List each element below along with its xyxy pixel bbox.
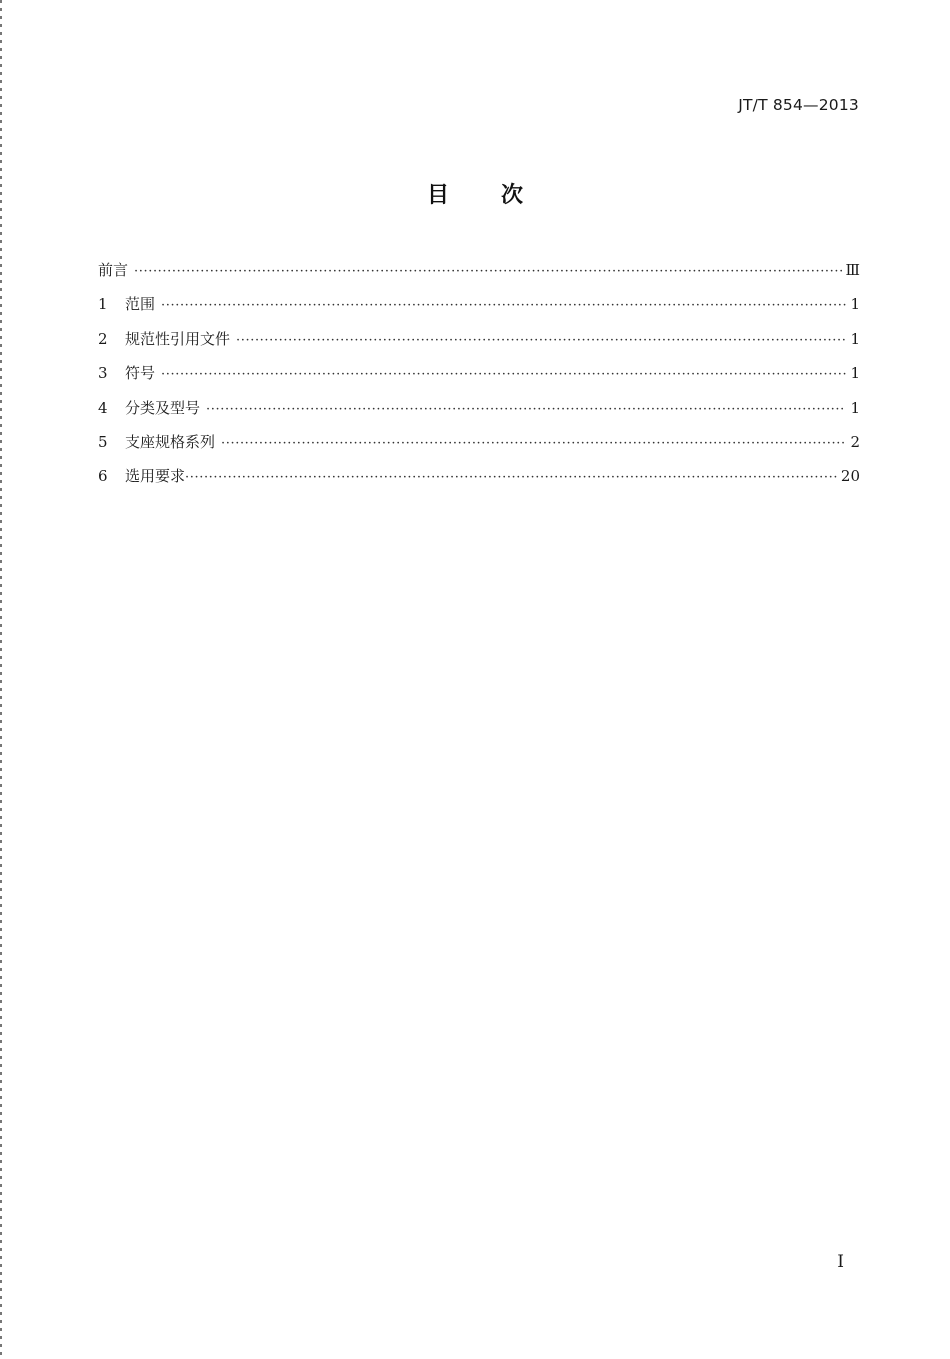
toc-entry-normative-references[interactable] [98, 322, 860, 356]
toc-entry-bearing-series[interactable] [98, 425, 860, 459]
toc-dot-leader [236, 324, 846, 358]
toc-entry-label: 前言 [98, 261, 129, 279]
toc-entry-page: 1 [850, 364, 860, 383]
table-of-contents [98, 253, 860, 494]
toc-entry-page: 2 [850, 432, 860, 451]
toc-entry-label: 符号 [125, 364, 156, 383]
toc-entry-label: 规范性引用文件 [125, 329, 231, 348]
toc-entry-number: 6 [98, 467, 108, 486]
toc-dot-leader [206, 393, 846, 427]
toc-entry-label: 支座规格系列 [125, 432, 216, 451]
toc-entry-number: 4 [98, 398, 108, 417]
toc-entry-classification[interactable] [98, 391, 860, 425]
toc-entry-selection-requirements[interactable] [98, 459, 860, 493]
toc-entry-number: 2 [98, 329, 108, 348]
toc-entry-page: 1 [850, 329, 860, 348]
toc-dot-leader [161, 358, 846, 392]
toc-dot-leader [161, 289, 846, 323]
toc-title-char-1: 目 [426, 183, 449, 208]
toc-title [0, 178, 950, 209]
toc-entry-page: Ⅲ [845, 261, 860, 279]
toc-dot-leader [221, 427, 846, 461]
page-number: I [837, 1252, 844, 1272]
toc-entry-scope[interactable] [98, 287, 860, 321]
toc-entry-number: 1 [98, 295, 108, 314]
toc-entry-label: 选用要求 [125, 467, 186, 486]
toc-entry-symbols[interactable] [98, 356, 860, 390]
toc-entry-number: 3 [98, 364, 108, 383]
toc-dot-leader [185, 461, 837, 495]
standard-code: JT/T 854—2013 [738, 96, 859, 114]
toc-entry-number: 5 [98, 432, 108, 451]
toc-entry-label: 范围 [125, 295, 156, 314]
toc-entry-preface[interactable] [98, 253, 860, 287]
toc-entry-label: 分类及型号 [125, 398, 201, 417]
toc-entry-page: 20 [840, 467, 860, 486]
toc-title-char-2: 次 [501, 183, 524, 208]
toc-entry-page: 1 [850, 295, 860, 314]
toc-entry-page: 1 [850, 398, 860, 417]
toc-dot-leader [134, 255, 842, 289]
